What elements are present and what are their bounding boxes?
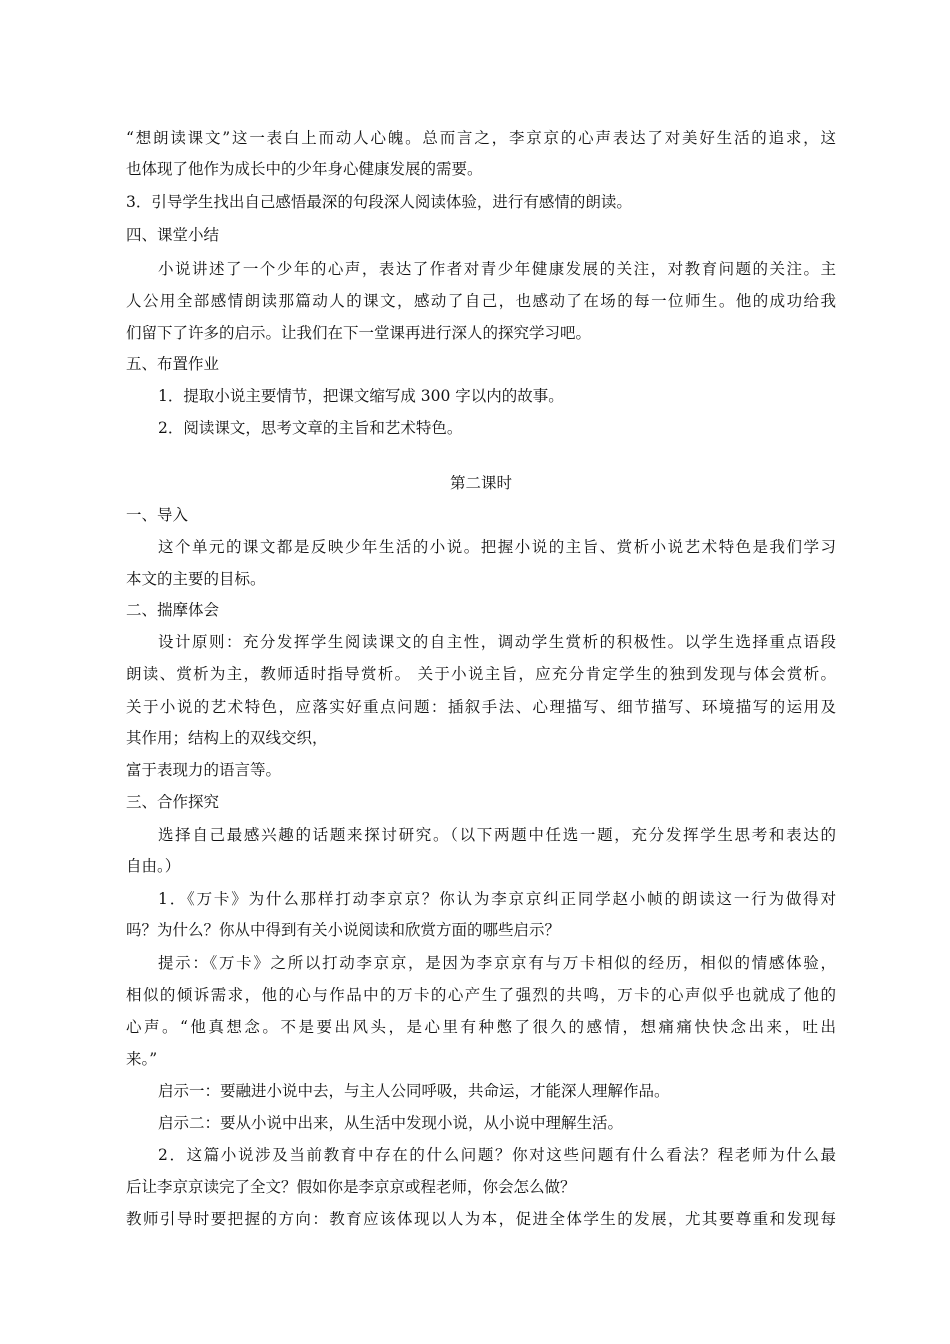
list-item: 1．《万卡》为什么那样打动李京京？你认为李京京纠正同学赵小帧的朗读这一行为做得对 <box>158 890 836 908</box>
paragraph-line: 吗？为什么？你从中得到有关小说阅读和欣赏方面的哪些启示？ <box>126 921 561 939</box>
paragraph-line: 后让李京京读完了全文？假如你是李京京或程老师，你会怎么做？ <box>126 1178 576 1196</box>
paragraph-line: 设计原则：充分发挥学生阅读课文的自主性，调动学生赏析的积极性。以学生选择重点语段 <box>158 633 836 651</box>
paragraph-line: “想朗读课文”这一表白上而动人心魄。总而言之，李京京的心声表达了对美好生活的追求，这 <box>126 129 836 147</box>
paragraph-line: 选择自己最感兴趣的话题来探讨研究。（以下两题中任选一题，充分发挥学生思考和表达的 <box>158 826 836 844</box>
paragraph-line: 教师引导时要把握的方向：教育应该体现以人为本，促进全体学生的发展，尤其要尊重和发现每 <box>126 1210 836 1228</box>
paragraph-line: 相似的倾诉需求，他的心与作品中的万卡的心产生了强烈的共鸣，万卡的心声似乎也就成了他的 <box>126 986 836 1004</box>
list-item: 2．阅读课文，思考文章的主旨和艺术特色。 <box>158 419 463 437</box>
paragraph-line: 自由。） <box>126 857 181 875</box>
paragraph-line: 人公用全部感情朗读那篇动人的课文，感动了自己，也感动了在场的每一位师生。他的成功给我 <box>126 292 836 310</box>
paragraph-line: 也体现了他作为成长中的少年身心健康发展的需要。 <box>126 160 483 178</box>
paragraph-line: 关于小说的艺术特色，应落实好重点问题：插叙手法、心理描写、细节描写、环境描写的运用及 <box>126 698 836 716</box>
section-heading: 二、揣摩体会 <box>126 601 220 619</box>
paragraph-line: 心声。“他真想念。不是要出风头，是心里有种憋了很久的感情，想痛痛快快念出来，吐出 <box>126 1018 836 1036</box>
lesson-title: 第二课时 <box>449 474 512 492</box>
paragraph-line: 小说讲述了一个少年的心声，表达了作者对青少年健康发展的关注，对教育问题的关注。主 <box>158 260 836 278</box>
paragraph-line: 们留下了许多的启示。让我们在下一堂课再进行深人的探究学习吧。 <box>126 324 592 342</box>
section-heading: 四、课堂小结 <box>126 226 220 244</box>
section-heading: 三、合作探究 <box>126 793 220 811</box>
list-item: 2．这篇小说涉及当前教育中存在的什么问题？你对这些问题有什么看法？程老师为什么最 <box>158 1146 836 1164</box>
section-heading: 五、布置作业 <box>126 355 220 373</box>
paragraph-line: 启示二：要从小说中出来，从生活中发现小说，从小说中理解生活。 <box>158 1114 624 1132</box>
paragraph-line: 朗读、赏析为主，教师适时指导赏析。 关于小说主旨，应充分肯定学生的独到发现与体会赏析。 <box>126 665 836 683</box>
paragraph-line: 本文的主要的目标。 <box>126 570 266 588</box>
paragraph-line: 来。” <box>126 1050 158 1068</box>
list-item: 3．引导学生找出自己感悟最深的句段深人阅读体验，进行有感情的朗读。 <box>126 193 632 211</box>
paragraph-line: 启示一：要融进小说中去，与主人公同呼吸，共命运，才能深人理解作品。 <box>158 1082 670 1100</box>
paragraph-line: 这个单元的课文都是反映少年生活的小说。把握小说的主旨、赏析小说艺术特色是我们学习 <box>158 538 836 556</box>
list-item: 1．提取小说主要情节，把课文缩写成 300 字以内的故事。 <box>158 387 564 405</box>
paragraph-line: 其作用；结构上的双线交织， <box>126 729 328 747</box>
paragraph-line: 富于表现力的语言等。 <box>126 761 282 779</box>
section-heading: 一、导入 <box>126 506 189 524</box>
paragraph-line: 提示：《万卡》之所以打动李京京，是因为李京京有与万卡相似的经历，相似的情感体验， <box>158 954 836 972</box>
